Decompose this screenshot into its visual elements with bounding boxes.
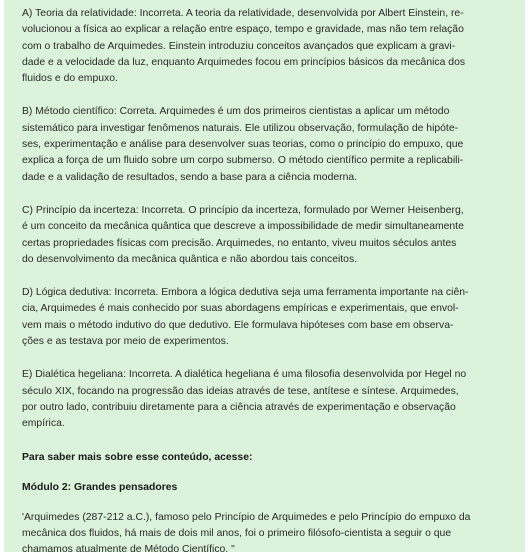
text-line: dade e a velocidade da luz, enquanto Arquimedes focou em princípios básicos da mecânica dos xyxy=(22,56,466,68)
text-line: certas propriedades físicas com precisão. Arquimedes, no entanto, viveu muitos séculos antes xyxy=(22,237,457,249)
text-line: mecânica dos fluidos, há mais de dois mil anos, foi o primeiro filósofo-cientista a seguir o que xyxy=(22,527,452,539)
text-line: cia, Arquimedes é mais conhecido por suas abordagens empíricas e experimentais, que envol- xyxy=(22,303,459,315)
text-line: E) Dialética hegeliana: Incorreta. A dialética hegeliana é uma filosofia desenvolvida por Hegel no xyxy=(22,369,467,381)
text-line: século XIX, focando na progressão das ideias através de tese, antítese e síntese. Arquimedes, xyxy=(22,385,459,397)
text-line: dade e a validação de resultados, sendo a base para a ciência moderna. xyxy=(22,171,358,183)
quote-paragraph xyxy=(22,510,511,552)
text-line: é um conceito da mecânica quântica que descreve a impossibilidade de medir simultaneamente xyxy=(22,221,464,233)
text-line: chamamos atualmente de Método Científico. " xyxy=(22,544,235,552)
module-heading: Módulo 2: Grandes pensadores xyxy=(22,481,178,493)
option-b-explanation xyxy=(22,104,511,185)
option-c-explanation xyxy=(22,203,511,268)
text-line: explica a força de um fluido sobre um corpo submerso. O método científico permite a replicabili- xyxy=(22,155,464,167)
option-e-explanation xyxy=(22,367,511,432)
option-a-explanation xyxy=(22,6,511,87)
option-d-explanation xyxy=(22,285,511,350)
text-line: sistemático para investigar fenômenos naturais. Ele utilizou observação, formulação de hipóte- xyxy=(22,122,459,134)
text-line: B) Método científico: Correta. Arquimedes é um dos primeiros cientistas a aplicar um método xyxy=(22,106,450,118)
text-line: vem mais o método indutivo do que dedutivo. Ele formulava hipóteses com base em observa- xyxy=(22,319,454,331)
text-line: C) Princípio da incerteza: Incorreta. O princípio da incerteza, formulado por Werner Heisenberg, xyxy=(22,204,464,216)
text-line: ções e as testava por meio de experimentos. xyxy=(22,336,229,348)
text-line: 'Arquimedes (287-212 a.C.), famoso pelo Princípio de Arquimedes e pelo Princípio do empuxo da xyxy=(22,511,471,523)
text-line: com o trabalho de Arquimedes. Einstein introduziu conceitos avançados que explicam a gravi- xyxy=(22,40,456,52)
text-line: ses, experimentação e análise para desenvolver suas teorias, como o princípio do empuxo, que xyxy=(22,139,464,151)
text-line: fluidos e do empuxo. xyxy=(22,73,118,85)
text-line: por outro lado, contribuiu diretamente para a ciência através de experimentação e observação xyxy=(22,401,456,413)
more-info-heading: Para saber mais sobre esse conteúdo, acesse: xyxy=(22,451,253,463)
text-line: volucionou a física ao explicar a relação entre espaço, tempo e gravidade, mas não tem relação xyxy=(22,24,464,36)
text-line: empírica. xyxy=(22,418,65,430)
text-line: D) Lógica dedutiva: Incorreta. Embora a lógica dedutiva seja uma ferramenta importante na ciên- xyxy=(22,287,469,299)
text-line: A) Teoria da relatividade: Incorreta. A teoria da relatividade, desenvolvida por Albert Einstein, re- xyxy=(22,8,464,19)
answer-explanation-panel xyxy=(4,0,525,552)
text-line: do desenvolvimento da mecânica quântica e não abordou tais conceitos. xyxy=(22,253,358,265)
